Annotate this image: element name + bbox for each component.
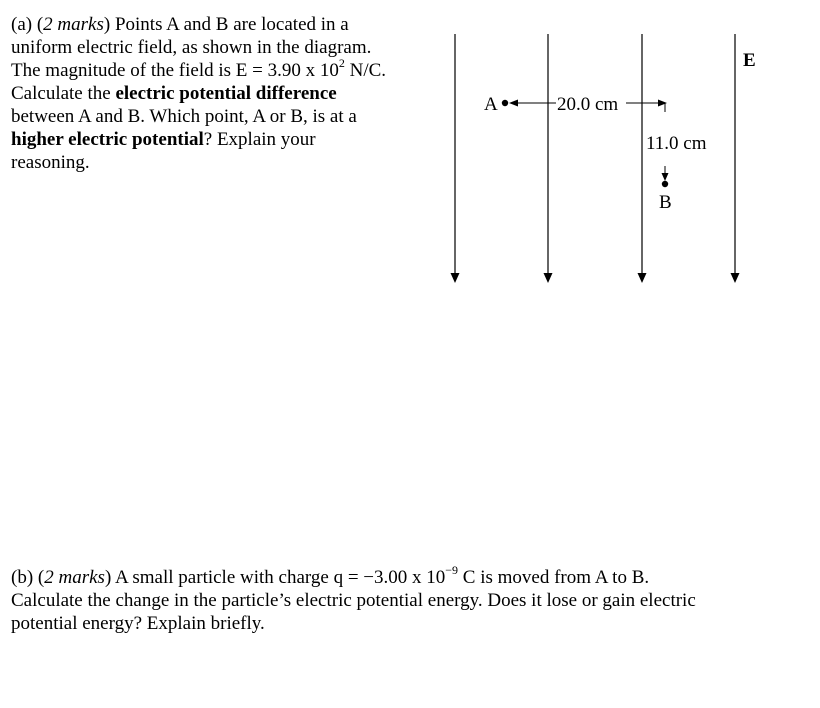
field-label: E [743,50,756,71]
text-segment: uniform electric field, as shown in the diagram. [11,37,372,58]
point-b-dot [662,181,668,187]
text-segment: ) A small particle with charge q = −3.00 x 10 [104,567,446,588]
point-b-label: B [659,192,672,213]
bold-text: higher electric potential [11,129,204,150]
point-a-label: A [484,94,498,115]
part-b-line [11,562,811,589]
text-segment: Calculate the [11,83,116,104]
horizontal-distance-label: 20.0 cm [557,94,619,115]
field-line-4-arrowhead [731,273,740,283]
text-segment: N/C. [344,60,387,81]
text-segment: (b) ( [11,567,45,588]
bold-text: electric potential difference [115,83,337,104]
dimension-arrowhead-left [509,100,518,107]
text-segment: The magnitude of the field is E = 3.90 x 10 [11,60,339,81]
text-segment: ) Points A and B are located in a [103,14,349,35]
text-segment: (a) ( [11,14,44,35]
field-line-2-arrowhead [544,273,553,283]
superscript: −9 [445,562,459,577]
field-line-3-arrowhead [638,273,647,283]
italic-text: 2 marks [44,567,105,588]
text-segment: reasoning. [11,152,90,173]
part-b-line [11,589,811,612]
italic-text: 2 marks [43,14,104,35]
text-segment: potential energy? Explain briefly. [11,613,265,634]
dimension-arrowhead-right [658,100,667,107]
vertical-distance-label: 11.0 cm [646,133,707,154]
text-segment: Calculate the change in the particle’s electric potential energy. Does it lose or gain electric [11,590,696,611]
vertical-dimension-arrowhead-bottom [662,173,669,181]
text-segment: ? Explain your [203,129,316,150]
point-a-dot [502,100,508,106]
text-segment: between A and B. Which point, A or B, is at a [11,106,357,127]
field-line-1-arrowhead [451,273,460,283]
part-b-line [11,612,811,635]
superscript: 2 [338,55,345,70]
part-b-question [11,562,811,635]
text-segment: C is moved from A to B. [458,567,650,588]
